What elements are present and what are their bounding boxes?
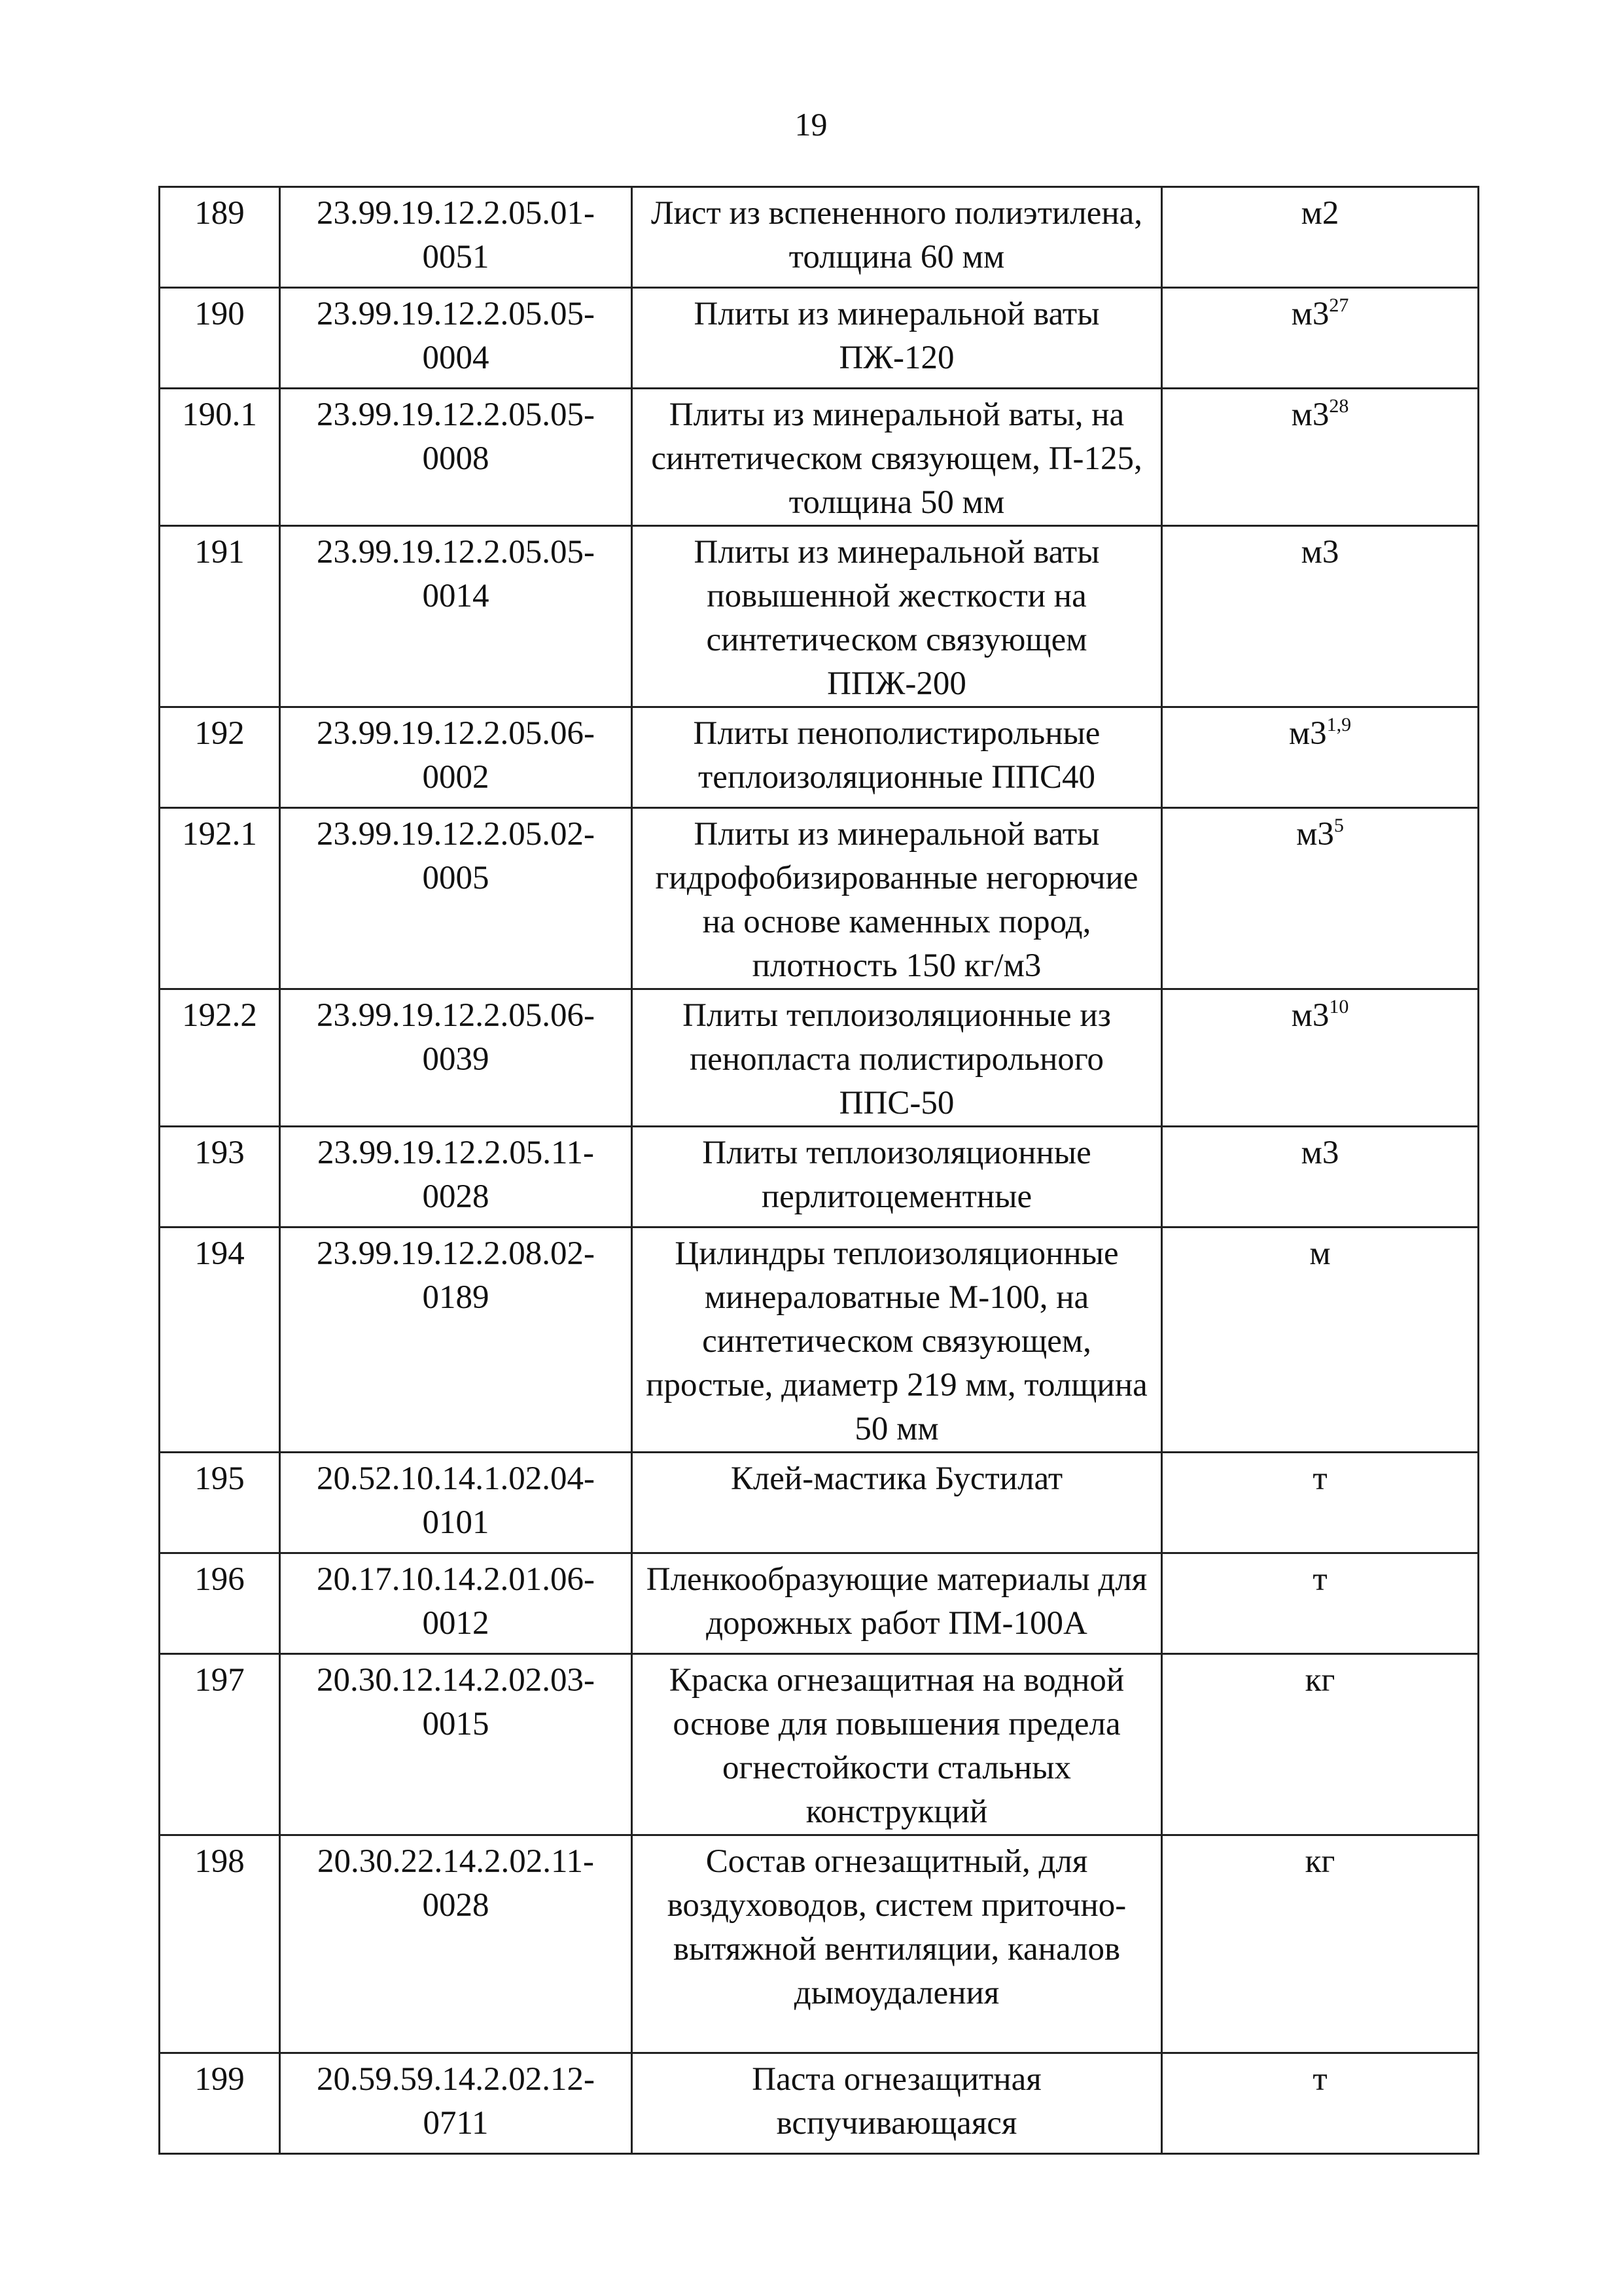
resource-code: 20.52.10.14.1.02.04- 0101 [280,1453,632,1553]
resource-name: Плиты теплоизоляционные из пенопласта полистирольного ППС-50 [632,989,1162,1127]
unit-of-measure: м3 [1162,526,1479,707]
resource-name: Пленкообразующие материалы для дорожных работ ПМ-100А [632,1553,1162,1654]
table-row [160,1453,1479,1553]
resource-code: 23.99.19.12.2.05.05- 0014 [280,526,632,707]
unit-of-measure: $м3^{10}$ [1162,989,1479,1127]
resource-name: Плиты из минеральной ваты повышенной жесткости на синтетическом связующем ППЖ-200 [632,526,1162,707]
table-row [160,1835,1479,2053]
table-row [160,1654,1479,1835]
row-number: 193 [160,1127,280,1227]
row-number: 196 [160,1553,280,1654]
unit-of-measure: т [1162,1453,1479,1553]
table-row [160,1127,1479,1227]
table-row [160,187,1479,288]
resource-name: Состав огнезащитный, для воздуховодов, систем приточно-вытяжной вентиляции, каналов дымоудаления [632,1835,1162,2053]
resource-code: 20.59.59.14.2.02.12- 0711 [280,2053,632,2154]
row-number: 192 [160,707,280,808]
row-number: 190.1 [160,389,280,526]
resource-code: 20.30.22.14.2.02.11- 0028 [280,1835,632,2053]
table-row [160,1553,1479,1654]
table-row [160,1227,1479,1453]
resource-code: 23.99.19.12.2.05.05- 0004 [280,288,632,389]
resource-code: 23.99.19.12.2.05.11- 0028 [280,1127,632,1227]
materials-table [158,186,1479,2155]
unit-of-measure: т [1162,2053,1479,2154]
resource-name: Лист из вспененного полиэтилена, толщина 60 мм [632,187,1162,288]
unit-of-measure: $м3^5$ [1162,808,1479,989]
unit-of-measure: м2 [1162,187,1479,288]
row-number: 199 [160,2053,280,2154]
row-number: 192.2 [160,989,280,1127]
unit-of-measure: $м3^{28}$ [1162,389,1479,526]
unit-of-measure: м3$^{1,9}$ [1162,707,1479,808]
unit-of-measure: $м3^{27}$ [1162,288,1479,389]
resource-code: 23.99.19.12.2.05.05- 0008 [280,389,632,526]
resource-name: Плиты из минеральной ваты гидрофобизированные негорючие на основе каменных пород, плотность 150 кг/м3 [632,808,1162,989]
resource-code: 20.17.10.14.2.01.06- 0012 [280,1553,632,1654]
row-number: 191 [160,526,280,707]
unit-of-measure: т [1162,1553,1479,1654]
resource-name: Плиты из минеральной ваты, на синтетическом связующем, П-125, толщина 50 мм [632,389,1162,526]
row-number: 198 [160,1835,280,2053]
row-number: 195 [160,1453,280,1553]
table-row [160,808,1479,989]
unit-of-measure: кг [1162,1835,1479,2053]
resource-code: 23.99.19.12.2.05.06- 0039 [280,989,632,1127]
resource-name: Плиты из минеральной ваты ПЖ-120 [632,288,1162,389]
unit-of-measure: м3 [1162,1127,1479,1227]
unit-of-measure: кг [1162,1654,1479,1835]
resource-name: Паста огнезащитная вспучивающаяся [632,2053,1162,2154]
resource-name: Плиты теплоизоляционные перлитоцементные [632,1127,1162,1227]
page-number: 19 [794,106,828,143]
resource-code: 20.30.12.14.2.02.03- 0015 [280,1654,632,1835]
row-number: 194 [160,1227,280,1453]
row-number: 189 [160,187,280,288]
table-row [160,2053,1479,2154]
resource-code: 23.99.19.12.2.05.02- 0005 [280,808,632,989]
unit-of-measure: м [1162,1227,1479,1453]
row-number: 197 [160,1654,280,1835]
resource-name: Клей-мастика Бустилат [632,1453,1162,1553]
resource-name: Плиты пенополистирольные теплоизоляционные ППС40 [632,707,1162,808]
table-row [160,707,1479,808]
resource-name: Цилиндры теплоизоляционные минераловатные М-100, на синтетическом связующем, простые, диаметр 219 мм, толщина 50 мм [632,1227,1162,1453]
table-row [160,389,1479,526]
table-row [160,526,1479,707]
table-row [160,989,1479,1127]
resource-code: 23.99.19.12.2.05.01- 0051 [280,187,632,288]
table-row [160,288,1479,389]
row-number: 190 [160,288,280,389]
row-number: 192.1 [160,808,280,989]
resource-code: 23.99.19.12.2.05.06- 0002 [280,707,632,808]
resource-code: 23.99.19.12.2.08.02- 0189 [280,1227,632,1453]
resource-name: Краска огнезащитная на водной основе для повышения предела огнестойкости стальных конструкций [632,1654,1162,1835]
